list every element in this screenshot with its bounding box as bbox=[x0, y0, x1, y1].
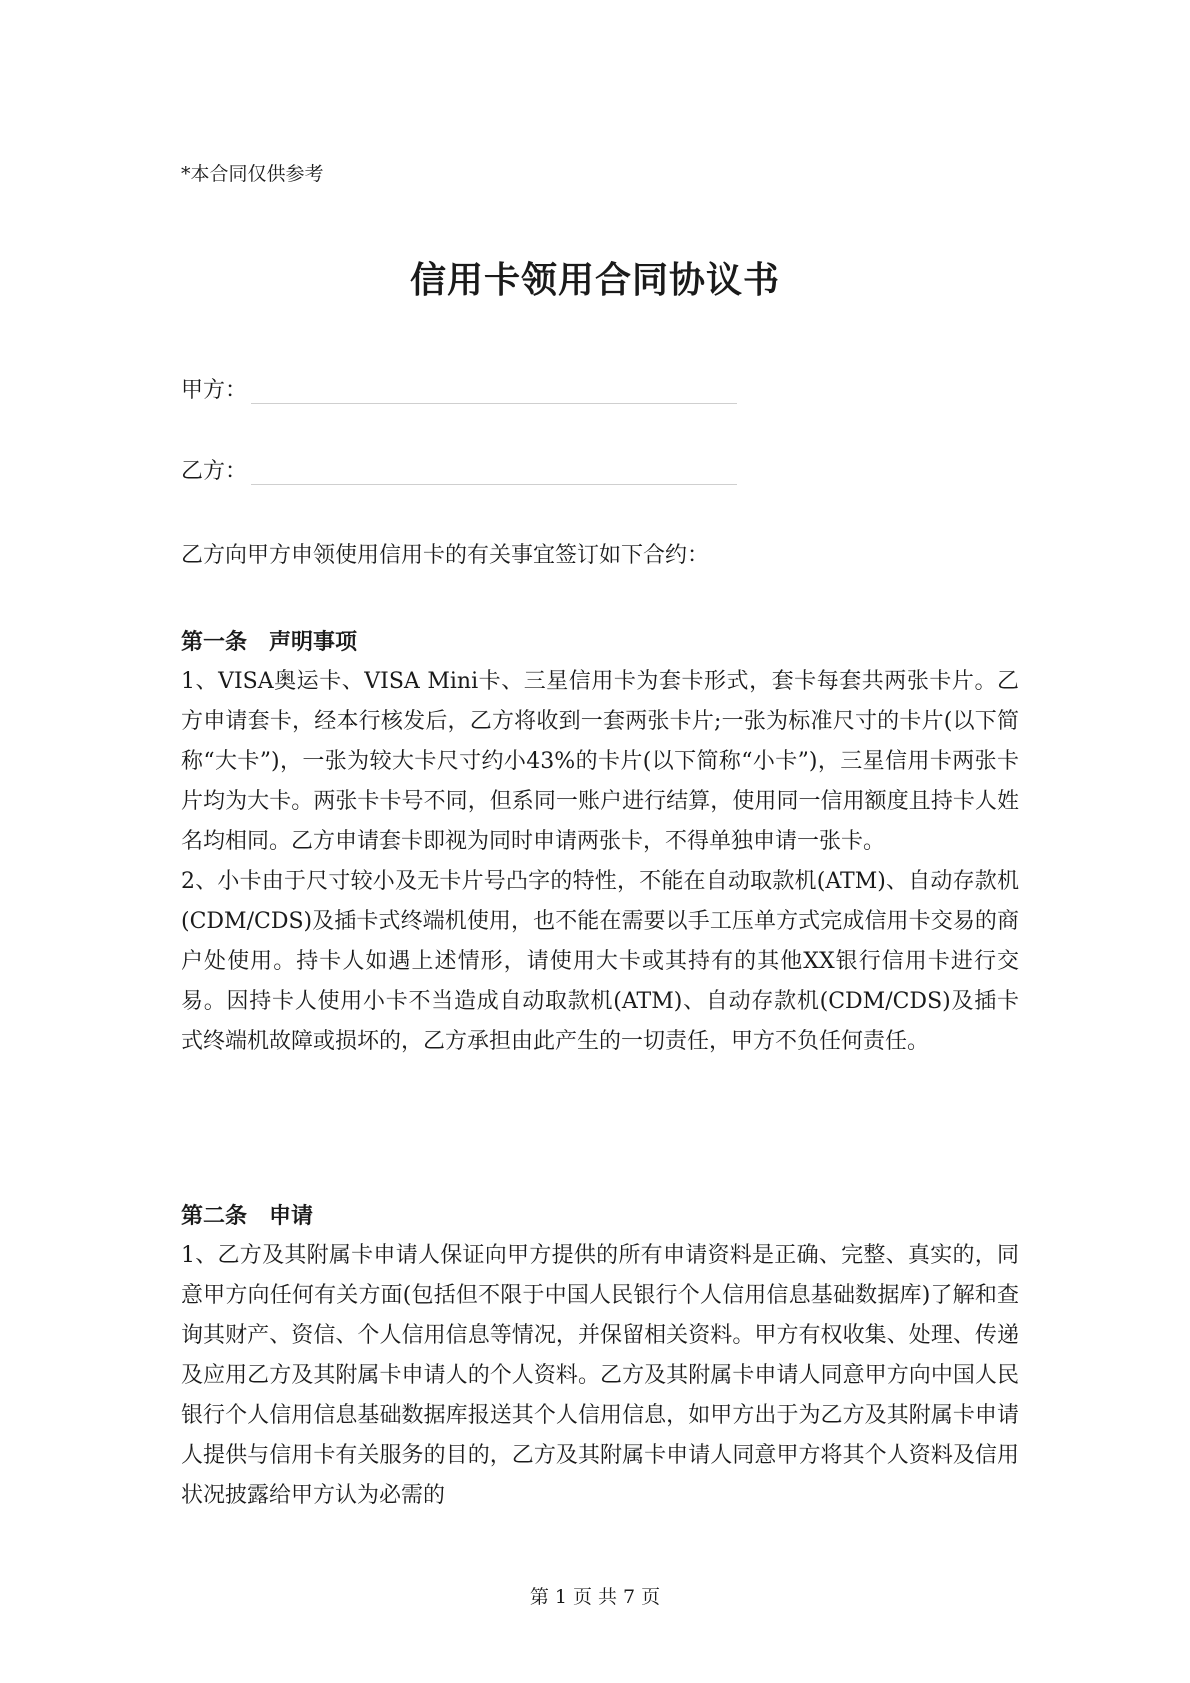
section-paragraph: 1、乙方及其附属卡申请人保证向甲方提供的所有申请资料是正确、完整、真实的，同意甲方向任何有关方面(包括但不限于中国人民银行个人信用信息基础数据库)了解和查询其财产、资信、个人信用信息等情况，并保留相关资料。甲方有权收集、处理、传递及应用乙方及其附属卡申请人的个人资料。乙方及其附属卡申请人同意甲方向中国人民银行个人信用信息基础数据库报送其个人信用信息，如甲方出于为乙方及其附属卡申请人提供与信用卡有关服务的目的，乙方及其附属卡申请人同意甲方将其个人资料及信用状况披露给甲方认为必需的 bbox=[181, 1243, 1019, 1508]
section-paragraph: 2、小卡由于尺寸较小及无卡片号凸字的特性，不能在自动取款机(ATM)、自动存款机(CDM/CDS)及插卡式终端机使用，也不能在需要以手工压单方式完成信用卡交易的商户处使用。持卡人如遇上述情形，请使用大卡或其持有的其他XX银行信用卡进行交易。因持卡人使用小卡不当造成自动取款机(ATM)、自动存款机(CDM/CDS)及插卡式终端机故障或损坏的，乙方承担由此产生的一切责任，甲方不负任何责任。 bbox=[181, 869, 1019, 1054]
document-title: 信用卡领用合同协议书 bbox=[409, 259, 780, 301]
reference-note: *本合同仅供参考 bbox=[181, 163, 324, 185]
party-a-label: 甲方： bbox=[181, 378, 248, 403]
section-declarations bbox=[181, 622, 1019, 1062]
party-b-label: 乙方： bbox=[181, 459, 248, 484]
section-application bbox=[181, 1196, 1019, 1516]
page-footer: 第 1 页 共 7 页 bbox=[529, 1586, 661, 1608]
section-heading: 第二条 申请 bbox=[181, 1203, 314, 1229]
party-b-row bbox=[181, 455, 737, 489]
section-paragraph: 1、VISA奥运卡、VISA Mini卡、三星信用卡为套卡形式，套卡每套共两张卡片。乙方申请套卡，经本行核发后，乙方将收到一套两张卡片;一张为标准尺寸的卡片(以下简称“大卡”)，一张为较大卡尺寸约小43%的卡片(以下简称“小卡”)，三星信用卡两张卡片均为大卡。两张卡卡号不同，但系同一账户进行结算，使用同一信用额度且持卡人姓名均相同。乙方申请套卡即视为同时申请两张卡，不得单独申请一张卡。 bbox=[181, 669, 1019, 854]
party-a-row bbox=[181, 374, 737, 408]
section-heading: 第一条 声明事项 bbox=[181, 629, 358, 655]
party-a-blank-line[interactable] bbox=[251, 377, 737, 404]
party-b-blank-line[interactable] bbox=[251, 458, 737, 485]
intro-paragraph: 乙方向甲方申领使用信用卡的有关事宜签订如下合约： bbox=[181, 543, 710, 568]
